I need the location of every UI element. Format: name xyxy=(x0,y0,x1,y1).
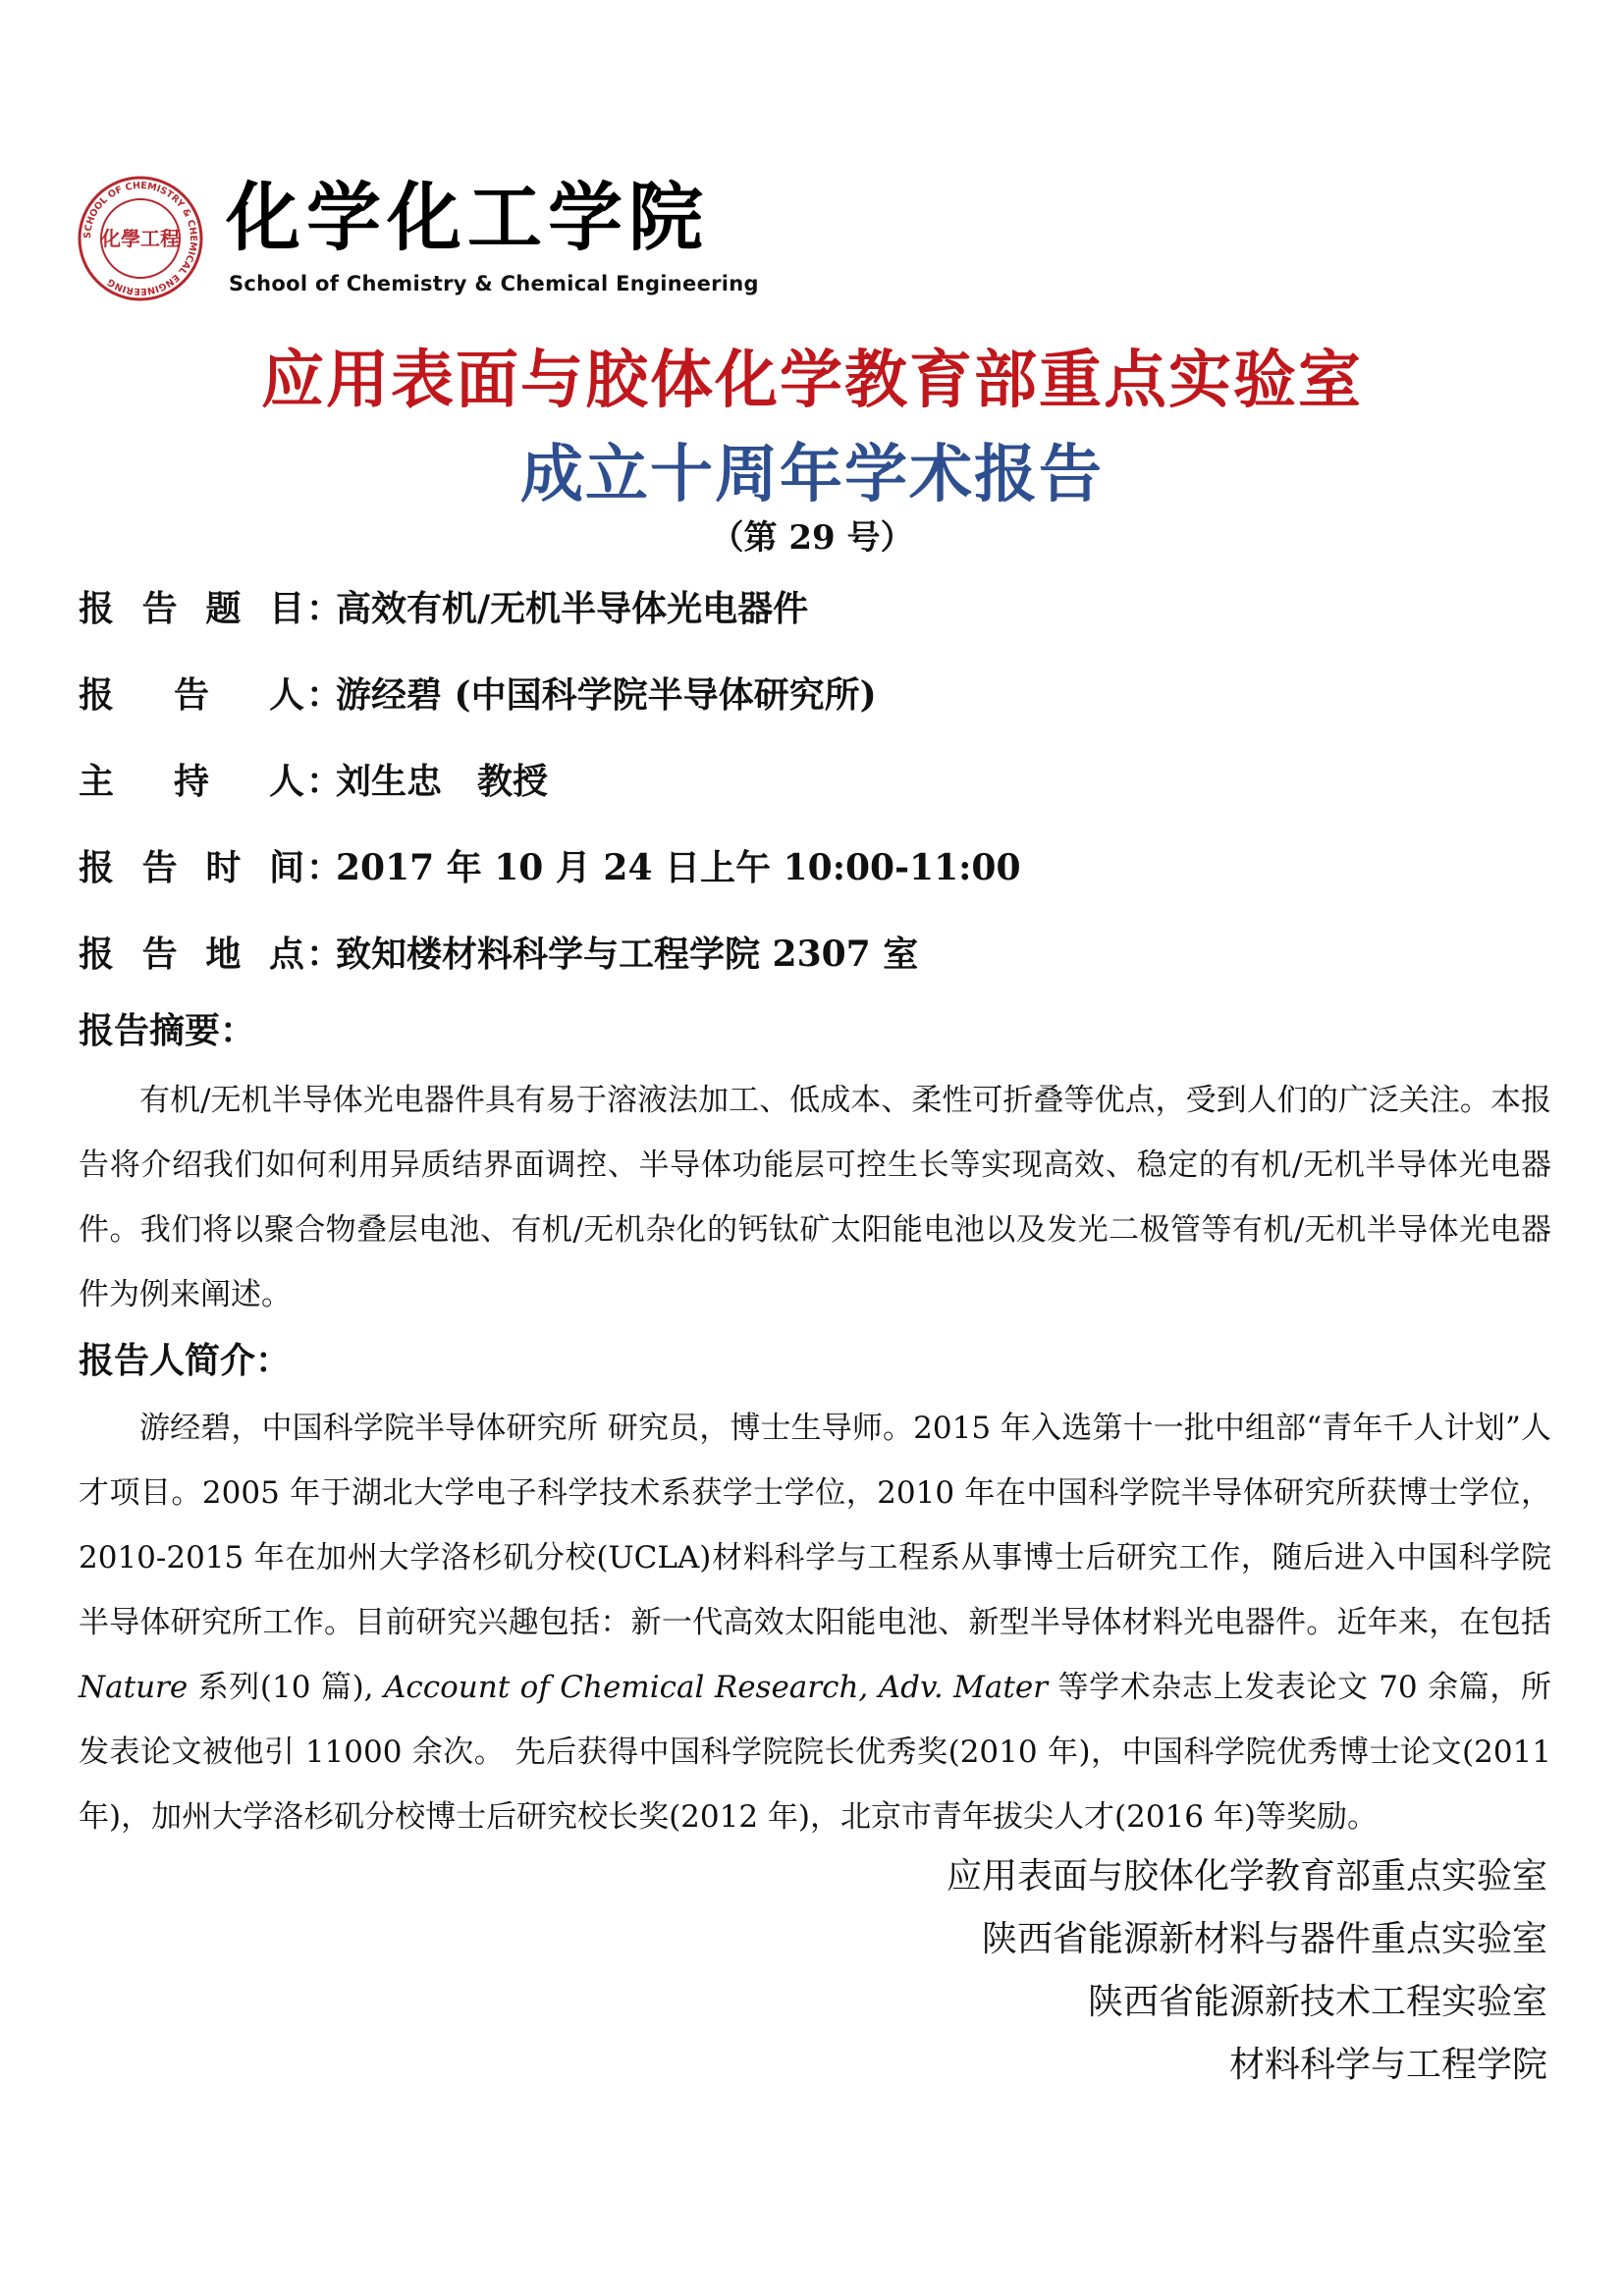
info-row-speaker: 报 告 人 ： 游经碧 (中国科学院半导体研究所) xyxy=(79,660,1551,746)
info-label: 报 告 时 间 xyxy=(79,847,304,888)
info-label: 报 告 题 目 xyxy=(79,588,304,629)
info-value-speaker: 游经碧 (中国科学院半导体研究所) xyxy=(336,674,877,716)
abstract-heading: 报告摘要： xyxy=(79,1010,256,1051)
school-header xyxy=(77,175,764,312)
journal-names: Account of Chemical Research, Adv. Mater xyxy=(384,1670,1048,1705)
bio-heading: 报告人简介： xyxy=(79,1340,292,1381)
seal-ring-text: SCHOOL OF CHEMISTRY & CHEMICAL ENGINEERING xyxy=(81,180,199,297)
bio-text: 游经碧，中国科学院半导体研究所 研究员，博士生导师。2015 年入选第十一批中组部“青年千人计划”人才项目。2005 年于湖北大学电子科学技术系获学士学位，2010 年在中国科学院半导体研究所获博士学位，2010-2015 年在加州大学洛杉矶分校(UCLA)材料科学与工程系从事博士后研究工作，随后进入中国科学院半导体研究所工作。目前研究兴趣包括：新一代高效太阳能电池、新型半导体材料光电器件。近年来，在包括 Nature 系列(10 篇), Account of Chemical Research, Adv. Mater 等学术杂志上发表论文 70 余篇，所发表论文被他引 11000 余次。 先后获得中国科学院院长优秀奖(2010 年)，中国科学院优秀博士论文(2011 年)，加州大学洛杉矶分校博士后研究校长奖(2012 年)，北京市青年拔尖人才(2016 年)等奖励。 xyxy=(79,1411,1551,1835)
abstract-text: 有机/无机半导体光电器件具有易于溶液法加工、低成本、柔性可折叠等优点，受到人们的广泛关注。本报告将介绍我们如何利用异质结界面调控、半导体功能层可控生长等实现高效、稳定的有机/无机半导体光电器件。我们将以聚合物叠层电池、有机/无机杂化的钙钛矿太阳能电池以及发光二极管等有机/无机半导体光电器件为例来阐述。 xyxy=(79,1083,1551,1312)
journal-nature: Nature xyxy=(79,1670,189,1705)
info-value-host: 刘生忠 教授 xyxy=(336,761,549,802)
title-line-1: 应用表面与胶体化学教育部重点实验室 xyxy=(261,345,1363,417)
school-seal-logo xyxy=(77,175,204,302)
info-label: 主 持 人 xyxy=(79,761,304,802)
info-label: 报 告 地 点 xyxy=(79,934,304,975)
seal-center-text: 化學工程 xyxy=(101,227,180,250)
info-row-topic: 报 告 题 目 ： 高效有机/无机半导体光电器件 xyxy=(79,573,1551,660)
title-line-2: 成立十周年学术报告 xyxy=(520,439,1104,511)
issue-number: （第 29 号） xyxy=(710,518,914,558)
organizer-3: 陕西省能源新技术工程实验室 xyxy=(1087,1982,1547,2022)
organizer-2: 陕西省能源新材料与器件重点实验室 xyxy=(981,1919,1547,1959)
info-value-topic: 高效有机/无机半导体光电器件 xyxy=(336,588,809,629)
report-info xyxy=(79,573,1551,1005)
organizer-1: 应用表面与胶体化学教育部重点实验室 xyxy=(946,1856,1547,1896)
info-row-location: 报 告 地 点 ： 致知楼材料科学与工程学院 2307 室 xyxy=(79,919,1551,1005)
info-value-location: 致知楼材料科学与工程学院 2307 室 xyxy=(336,934,919,975)
info-row-host: 主 持 人 ： 刘生忠 教授 xyxy=(79,746,1551,832)
school-name-cn: 化学化工学院 xyxy=(226,174,709,261)
info-label: 报 告 人 xyxy=(79,674,304,716)
info-value-time: 2017 年 10 月 24 日上午 10:00-11:00 xyxy=(336,847,1021,888)
organizer-list xyxy=(947,1845,1547,2097)
seal-icon xyxy=(77,175,204,302)
info-row-time: 报 告 时 间 ： 2017 年 10 月 24 日上午 10:00-11:00 xyxy=(79,832,1551,919)
organizer-4: 材料科学与工程学院 xyxy=(1228,2045,1547,2085)
school-name-en: School of Chemistry & Chemical Engineering xyxy=(229,272,759,295)
